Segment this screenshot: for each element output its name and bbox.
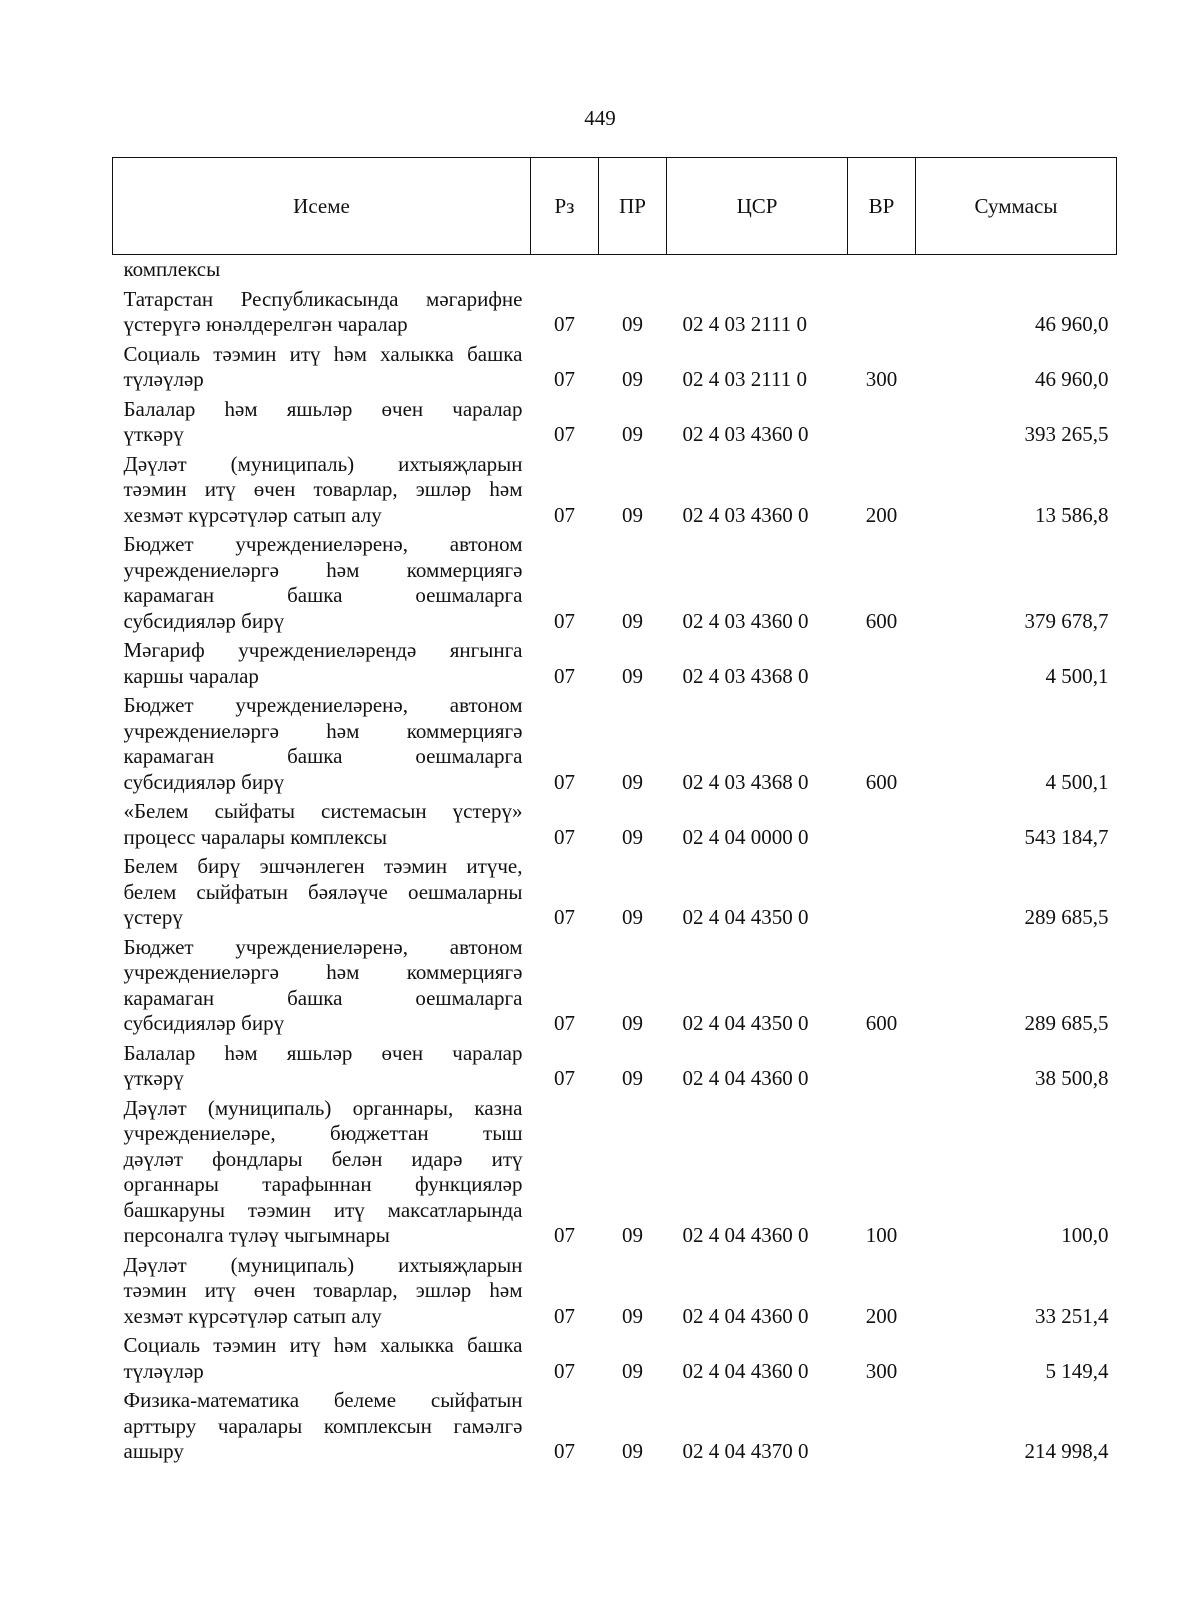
row-name-line: үстерүгә юнәлдерелгән чаралар (123, 312, 408, 336)
row-csr: 02 4 04 4360 0 (682, 1358, 809, 1383)
row-name-line: Бюджет учреждениеләренә, автоном (123, 693, 523, 717)
row-csr: 02 4 04 4370 0 (682, 1439, 809, 1463)
row-name-line: каршы чаралар (123, 663, 259, 688)
table-row (113, 448, 1117, 529)
row-name-line: субсидияләр бирү (123, 1011, 285, 1035)
row-name (113, 283, 531, 338)
row-rz: 07 (554, 502, 575, 527)
row-pr: 09 (622, 1439, 643, 1463)
row-pr: 09 (622, 422, 643, 446)
row-name-line: Физика-математика белеме сыйфатын (123, 1388, 523, 1412)
budget-table (112, 157, 1117, 1465)
row-name-line: учреждениеләргә һәм коммерциягә (123, 718, 523, 743)
row-name-line: арттыру чаралары комплексын гамәлгә (123, 1413, 523, 1438)
row-rz: 07 (554, 608, 575, 633)
table-row (113, 1037, 1117, 1092)
row-sum: 289 685,5 (1024, 1011, 1109, 1035)
row-pr: 09 (622, 824, 643, 849)
row-name-line: Балалар һәм яшьләр өчен чаралар (123, 396, 523, 421)
row-name-line: түләүләр (123, 367, 204, 391)
row-name-line: Дәүләт (муниципаль) ихтыяҗларын (123, 451, 523, 476)
row-sum: 5 149,4 (1045, 1358, 1109, 1383)
row-pr: 09 (622, 367, 643, 391)
row-name (113, 528, 531, 634)
row-sum: 214 998,4 (1024, 1439, 1109, 1463)
row-name-line: «Белем сыйфаты системасын үстерү» (123, 799, 523, 823)
row-name-line: учреждениеләре, бюджеттан тыш (123, 1121, 523, 1145)
row-vr (848, 393, 916, 448)
row-vr (848, 634, 916, 689)
row-name-line: Бюджет учреждениеләренә, автоном (123, 934, 523, 959)
row-csr: 02 4 04 4350 0 (682, 905, 809, 929)
row-name-line: дәүләт фондлары белән идарә итү (123, 1146, 523, 1171)
row-name-line: Дәүләт (муниципаль) органнары, казна (123, 1095, 523, 1120)
row-csr: 02 4 03 4368 0 (682, 663, 809, 688)
row-name-line: үткәрү (123, 422, 184, 446)
row-name-line: Дәүләт (муниципаль) ихтыяҗларын (123, 1252, 523, 1277)
row-name-line: ашыру (123, 1439, 184, 1463)
row-sum: 393 265,5 (1024, 422, 1109, 446)
table-row (113, 528, 1117, 634)
row-name (113, 338, 531, 393)
row-vr: 100 (865, 1223, 898, 1247)
row-rz: 07 (554, 1011, 575, 1035)
row-csr: 02 4 03 4368 0 (682, 769, 809, 794)
row-name (113, 448, 531, 529)
continuation-text: комплексы (123, 257, 221, 281)
table-row (113, 283, 1117, 338)
table-row (113, 1384, 1117, 1465)
row-pr: 09 (622, 1011, 643, 1035)
row-name-line: карамаган башка оешмаларга (123, 744, 523, 768)
row-name-line: Социаль тәэмин итү һәм халыкка башка (123, 1333, 523, 1357)
row-name-line: тәэмин итү өчен товарлар, эшләр һәм (123, 477, 523, 501)
row-vr: 200 (865, 1303, 898, 1328)
header-csr: ЦСР (667, 158, 848, 255)
row-csr: 02 4 04 4350 0 (682, 1011, 809, 1035)
header-name: Исеме (113, 158, 531, 255)
row-sum: 4 500,1 (1045, 769, 1109, 794)
row-sum: 100,0 (1061, 1223, 1109, 1247)
row-name-line: башкаруны тәэмин итү максатларында (123, 1197, 523, 1222)
row-rz: 07 (554, 367, 575, 391)
row-vr: 600 (865, 769, 898, 794)
row-csr: 02 4 03 4360 0 (682, 422, 809, 446)
row-sum: 543 184,7 (1024, 824, 1109, 849)
row-name-line: Мәгариф учреждениеләрендә янгынга (123, 638, 523, 662)
row-name (113, 689, 531, 795)
row-name-line: Татарстан Республикасында мәгарифне (123, 286, 523, 311)
row-rz: 07 (554, 1303, 575, 1328)
row-name (113, 1384, 531, 1465)
row-name-line: түләүләр (123, 1358, 204, 1383)
row-name-line: Социаль тәэмин итү һәм халыкка башка (123, 341, 523, 366)
row-vr: 300 (865, 1358, 898, 1383)
row-vr: 200 (865, 502, 898, 527)
row-csr: 02 4 04 4360 0 (682, 1303, 809, 1328)
row-name-line: карамаган башка оешмаларга (123, 583, 523, 607)
row-name-line: органнары тарафыннан функцияләр (123, 1172, 523, 1196)
row-rz: 07 (554, 1223, 575, 1247)
row-name-line: учреждениеләргә һәм коммерциягә (123, 960, 523, 984)
row-sum: 46 960,0 (1035, 367, 1109, 391)
table-row (113, 1329, 1117, 1384)
row-pr: 09 (622, 905, 643, 929)
row-pr: 09 (622, 1223, 643, 1247)
row-name (113, 850, 531, 931)
row-rz: 07 (554, 1358, 575, 1383)
row-csr: 02 4 03 2111 0 (682, 367, 807, 391)
row-vr: 600 (865, 1011, 898, 1035)
row-name-line: үткәрү (123, 1066, 184, 1090)
row-sum: 379 678,7 (1024, 608, 1109, 633)
row-vr (848, 283, 916, 338)
row-vr: 300 (865, 367, 898, 391)
row-vr (848, 1037, 916, 1092)
row-name (113, 1092, 531, 1249)
row-rz: 07 (554, 824, 575, 849)
table-row (113, 689, 1117, 795)
row-rz: 07 (554, 312, 575, 336)
row-pr: 09 (622, 1066, 643, 1090)
row-sum: 289 685,5 (1024, 905, 1109, 929)
table-row (113, 634, 1117, 689)
row-name-line: персоналга түләү чыгымнары (123, 1223, 390, 1247)
row-rz: 07 (554, 422, 575, 446)
row-name-line: хезмәт күрсәтүләр сатып алу (123, 1303, 382, 1328)
row-csr: 02 4 03 4360 0 (682, 502, 809, 527)
row-name (113, 795, 531, 850)
row-csr: 02 4 04 4360 0 (682, 1223, 809, 1247)
header-rz: Рз (531, 158, 599, 255)
row-pr: 09 (622, 1358, 643, 1383)
row-rz: 07 (554, 663, 575, 688)
row-name-line: учреждениеләргә һәм коммерциягә (123, 557, 523, 582)
row-csr: 02 4 04 4360 0 (682, 1066, 809, 1090)
header-sum: Суммасы (916, 158, 1117, 255)
row-name-line: Белем бирү эшчәнлеген тәэмин итүче, (123, 854, 523, 878)
row-name-line: Бюджет учреждениеләренә, автоном (123, 532, 523, 556)
row-vr: 600 (865, 608, 898, 633)
table-row (113, 393, 1117, 448)
row-sum: 13 586,8 (1035, 502, 1109, 527)
row-name-line: карамаган башка оешмаларга (123, 985, 523, 1010)
table-row (113, 931, 1117, 1037)
row-rz: 07 (554, 1066, 575, 1090)
row-rz: 07 (554, 1439, 575, 1463)
row-csr: 02 4 03 2111 0 (682, 312, 807, 336)
row-rz: 07 (554, 905, 575, 929)
row-sum: 38 500,8 (1035, 1066, 1109, 1090)
row-name-line: процесс чаралары комплексы (123, 824, 387, 849)
row-sum: 46 960,0 (1035, 312, 1109, 336)
header-pr: ПР (599, 158, 667, 255)
page-number: 449 (584, 106, 616, 130)
table-row (113, 1249, 1117, 1330)
row-csr: 02 4 04 0000 0 (682, 824, 809, 849)
row-pr: 09 (622, 1303, 643, 1328)
row-name-line: Балалар һәм яшьләр өчен чаралар (123, 1040, 523, 1065)
row-name (113, 1249, 531, 1330)
row-vr (848, 850, 916, 931)
row-name-line: субсидияләр бирү (123, 769, 285, 794)
row-sum: 4 500,1 (1045, 663, 1109, 688)
table-row (113, 795, 1117, 850)
row-vr (848, 1384, 916, 1465)
row-pr: 09 (622, 312, 643, 336)
row-csr: 02 4 03 4360 0 (682, 608, 809, 633)
row-name (113, 393, 531, 448)
row-sum: 33 251,4 (1035, 1303, 1109, 1328)
row-pr: 09 (622, 608, 643, 633)
row-pr: 09 (622, 502, 643, 527)
row-name-line: хезмәт күрсәтүләр сатып алу (123, 502, 382, 527)
table-row (113, 1092, 1117, 1249)
row-pr: 09 (622, 769, 643, 794)
row-name (113, 634, 531, 689)
row-name-line: субсидияләр бирү (123, 608, 285, 633)
row-vr (848, 795, 916, 850)
table-row (113, 850, 1117, 931)
continuation-row (113, 255, 1117, 283)
table-header (113, 158, 1117, 255)
row-name (113, 1329, 531, 1384)
row-name (113, 1037, 531, 1092)
table-body (113, 255, 1117, 1465)
row-name-line: белем сыйфатын бәяләүче оешмаларны (123, 879, 523, 904)
row-name-line: тәэмин итү өчен товарлар, эшләр һәм (123, 1278, 523, 1302)
row-rz: 07 (554, 769, 575, 794)
header-vr: ВР (848, 158, 916, 255)
table-row (113, 338, 1117, 393)
row-name (113, 931, 531, 1037)
row-name-line: үстерү (123, 905, 183, 929)
row-pr: 09 (622, 663, 643, 688)
